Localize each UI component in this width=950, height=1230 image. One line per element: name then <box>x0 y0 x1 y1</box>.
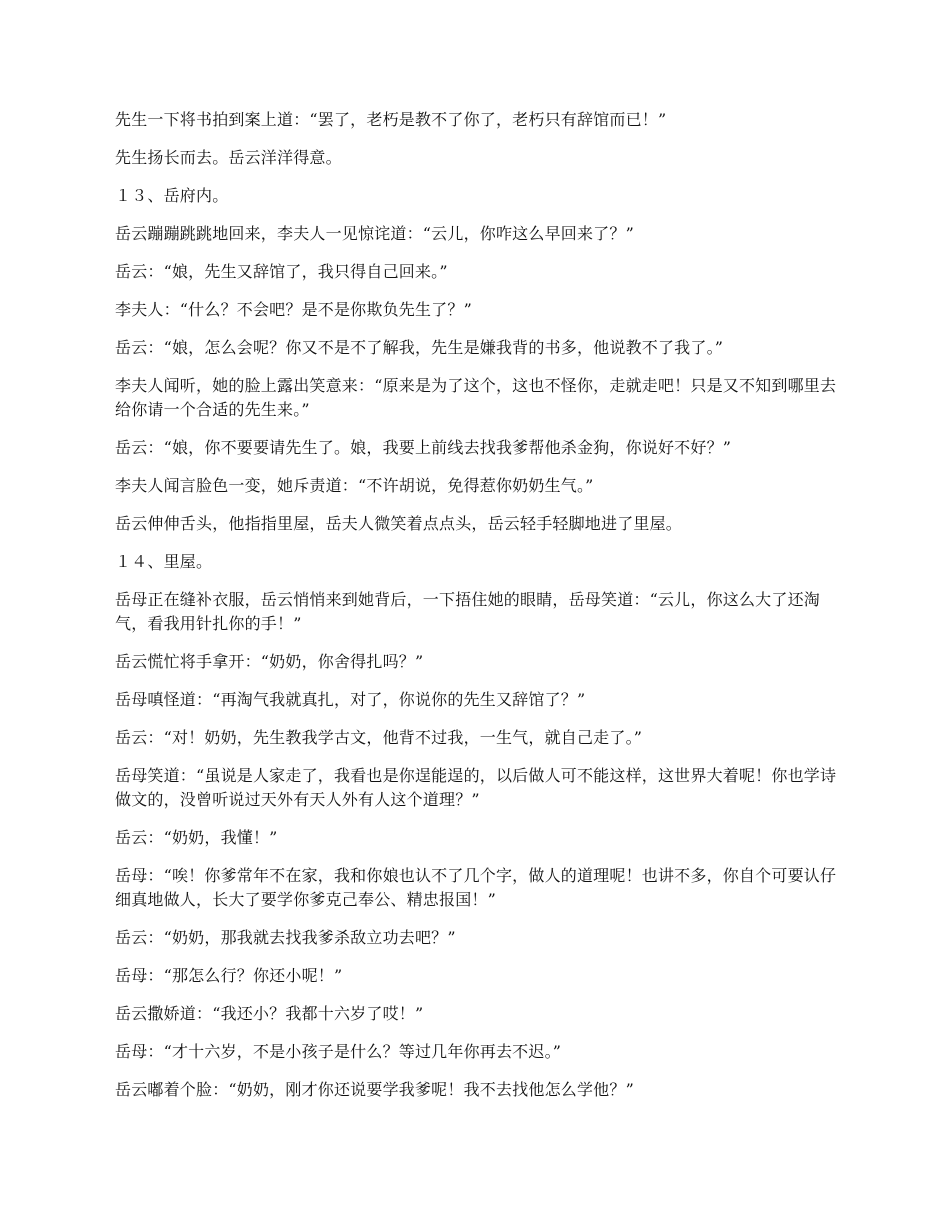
paragraph-5: 李夫人：“什么？不会吧？是不是你欺负先生了？” <box>115 300 472 319</box>
paragraph-8: 岳云：“娘，你不要要请先生了。娘，我要上前线去找我爹帮他杀金狗，你说好不好？” <box>115 438 732 457</box>
paragraph-17: 岳母：“唉！你爹常年不在家，我和你娘也认不了几个字，做人的道理呢！也讲不多，你自个可要认仔细真地做人，长大了要学你爹克己奉公、精忠报国！” <box>115 866 837 909</box>
paragraph-7: 李夫人闻听，她的脸上露出笑意来：“原来是为了这个，这也不怪你，走就走吧！只是又不知到哪里去给你请一个合适的先生来。” <box>115 376 837 419</box>
document-body <box>115 108 840 1116</box>
paragraph-10: 岳云伸伸舌头，他指指里屋，岳夫人微笑着点点头，岳云轻手轻脚地进了里屋。 <box>115 514 683 533</box>
paragraph-11: 岳母正在缝补衣服，岳云悄悄来到她背后，一下捂住她的眼睛，岳母笑道：“云儿，你这么大了还淘气，看我用针扎你的手！” <box>115 590 820 633</box>
scene-heading-14: １４、里屋。 <box>115 552 213 571</box>
paragraph-14: 岳云：“对！奶奶，先生教我学古文，他背不过我，一生气，就自己走了。” <box>115 728 643 747</box>
paragraph-1: 先生一下将书拍到案上道：“罢了，老朽是教不了你了，老朽只有辞馆而已！” <box>115 110 667 129</box>
paragraph-3: 岳云蹦蹦跳跳地回来，李夫人一见惊诧道：“云儿，你咋这么早回来了？” <box>115 224 634 243</box>
paragraph-13: 岳母嗔怪道：“再淘气我就真扎，对了，你说你的先生又辞馆了？” <box>115 690 586 709</box>
paragraph-18: 岳云：“奶奶，那我就去找我爹杀敌立功去吧？” <box>115 928 456 947</box>
paragraph-2: 先生扬长而去。岳云洋洋得意。 <box>115 148 342 167</box>
paragraph-21: 岳母：“才十六岁，不是小孩子是什么？等过几年你再去不迟。” <box>115 1042 562 1061</box>
paragraph-20: 岳云撒娇道：“我还小？我都十六岁了哎！” <box>115 1004 424 1023</box>
paragraph-9: 李夫人闻言脸色一变，她斥责道：“不许胡说，免得惹你奶奶生气。” <box>115 476 594 495</box>
paragraph-6: 岳云：“娘，怎么会呢？你又不是不了解我，先生是嫌我背的书多，他说教不了我了。” <box>115 338 724 357</box>
paragraph-22: 岳云嘟着个脸：“奶奶，刚才你还说要学我爹呢！我不去找他怎么学他？” <box>115 1080 634 1099</box>
paragraph-15: 岳母笑道：“虽说是人家走了，我看也是你逞能逞的，以后做人可不能这样，这世界大着呢！你也学诗做文的，没曾听说过天外有天人外有人这个道理？” <box>115 766 837 809</box>
scene-heading-13: １３、岳府内。 <box>115 186 229 205</box>
paragraph-16: 岳云：“奶奶，我懂！” <box>115 828 278 847</box>
paragraph-4: 岳云：“娘，先生又辞馆了，我只得自己回来。” <box>115 262 448 281</box>
paragraph-19: 岳母：“那怎么行？你还小呢！” <box>115 966 343 985</box>
paragraph-12: 岳云慌忙将手拿开：“奶奶，你舍得扎吗？” <box>115 652 424 671</box>
